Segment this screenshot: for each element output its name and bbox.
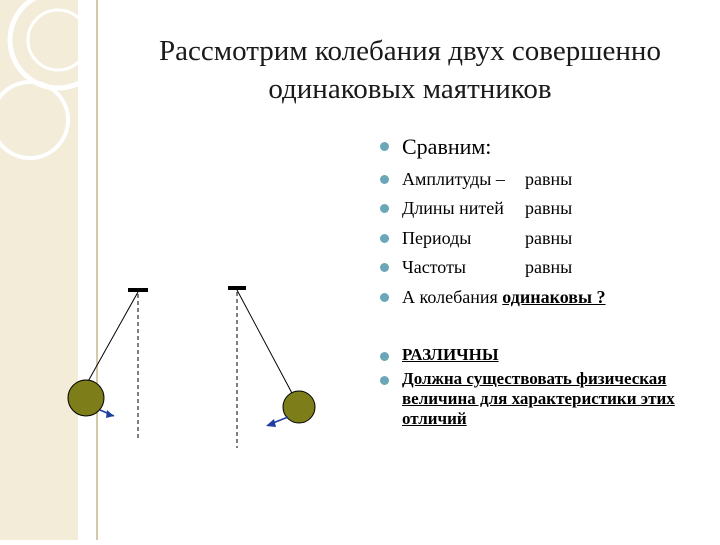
left-arrow-head-icon	[106, 410, 114, 418]
right-bob	[283, 391, 315, 423]
property-name: Длины нитей	[402, 198, 504, 219]
question-emphasis: одинаковы ?	[502, 286, 606, 307]
conclusion-different: РАЗЛИЧНЫ	[402, 345, 499, 364]
slide-title: Рассмотрим колебания двух совершенно одинаковых маятников	[159, 35, 661, 105]
property-name: Частоты	[402, 257, 467, 278]
right-string	[237, 290, 293, 395]
property-value: равны	[525, 227, 573, 248]
property-name: Амплитуды –	[402, 169, 505, 189]
question-prefix: А колебания	[402, 286, 503, 307]
left-string	[86, 292, 138, 385]
property-value: равны	[525, 198, 573, 219]
conclusion-quantity: Должна существовать физическая величина для характеристики этих отличий	[402, 369, 675, 428]
property-value: равны	[525, 169, 573, 189]
right-arrow-head-icon	[266, 419, 276, 427]
property-name: Периоды	[402, 227, 472, 248]
left-bob	[68, 380, 104, 416]
compare-heading: Сравним:	[402, 134, 492, 159]
property-value: равны	[525, 257, 573, 278]
